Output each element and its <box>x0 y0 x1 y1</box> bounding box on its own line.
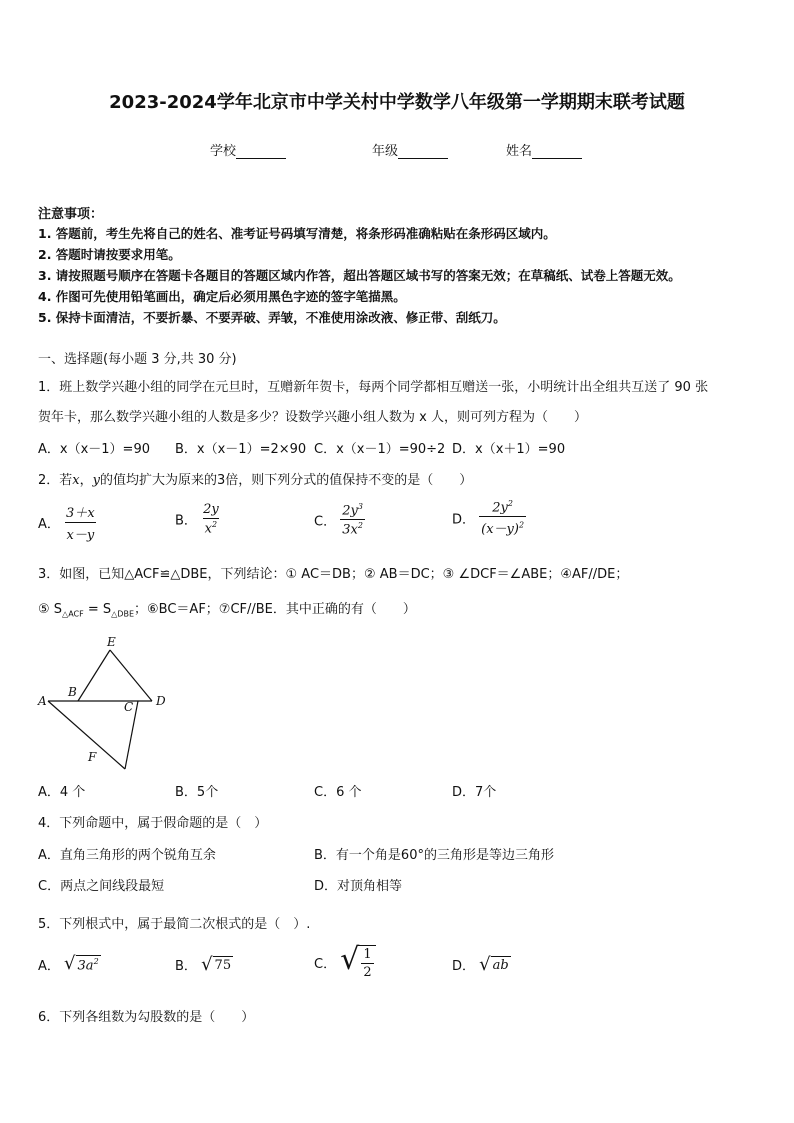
q2-var-y: y <box>92 473 100 488</box>
q1-option-b[interactable]: B．x（x－1）=2×90 <box>175 442 307 457</box>
sqrt-icon: √ <box>479 953 491 975</box>
q3-line2-c: ；⑥BC＝AF；⑦CF//BE．其中正确的有（ ） <box>134 602 416 617</box>
q3-option-b[interactable]: B．5个 <box>175 785 219 800</box>
q2-stem-post: 的值均扩大为原来的3倍，则下列分式的值保持不变的是（ ） <box>100 473 473 488</box>
q5-d-body: ab <box>492 957 509 973</box>
notice-item: 2. 答题时请按要求用笔。 <box>38 247 181 262</box>
q2-a-fraction <box>64 502 97 543</box>
q4-option-c[interactable]: C．两点之间线段最短 <box>38 879 165 894</box>
q5-option-d[interactable] <box>452 955 511 974</box>
grade-blank[interactable] <box>398 144 448 159</box>
q2-option-b[interactable] <box>175 502 221 536</box>
q5-option-c[interactable] <box>314 942 376 980</box>
name-blank[interactable] <box>532 144 582 159</box>
q5-b-body: 75 <box>214 957 232 973</box>
notice-item: 1. 答题前，考生先将自己的姓名、准考证号码填写清楚，将条形码准确粘贴在条形码区域内。 <box>38 226 556 241</box>
q2-option-c[interactable] <box>314 502 365 538</box>
q5-c-num: 1 <box>363 947 372 962</box>
q4-stem: 4．下列命题中，属于假命题的是（ ） <box>38 816 268 831</box>
grade-field <box>372 140 448 159</box>
q5-d-radical <box>479 953 511 975</box>
notice-item: 3. 请按照题号顺序在答题卡各题目的答题区域内作答，超出答题区域书写的答案无效；在草稿纸、试卷上答题无效。 <box>38 268 681 283</box>
q5-a-exp: 2 <box>93 957 99 967</box>
q2-stem-pre: 2．若 <box>38 473 73 488</box>
q5-a-body <box>76 955 101 973</box>
segment-af <box>48 701 125 769</box>
q4-option-a[interactable]: A．直角三角形的两个锐角互余 <box>38 848 216 863</box>
school-field <box>210 140 286 159</box>
name-label: 姓名 <box>506 144 533 159</box>
q1-option-d[interactable]: D．x（x＋1）=90 <box>452 442 566 457</box>
q5-option-a[interactable] <box>38 955 101 974</box>
sqrt-icon: √ <box>201 953 213 975</box>
q2-stem <box>38 469 472 488</box>
q2-b-den <box>203 518 219 536</box>
q5-c-label: C． <box>314 957 337 972</box>
q2-b-num: 2y <box>203 502 219 517</box>
label-c: C <box>124 700 134 714</box>
q2-c-den-base: 3x <box>342 522 358 538</box>
label-a: A <box>38 694 47 708</box>
sqrt-icon: √ <box>340 942 360 977</box>
segment-ed <box>110 650 152 701</box>
q5-a-radical <box>64 955 101 973</box>
q2-d-fraction <box>479 499 526 537</box>
q3-stem-line2 <box>38 598 416 619</box>
label-f: F <box>88 750 97 764</box>
q5-d-label: D． <box>452 959 476 974</box>
q2-c-num-exp: 3 <box>357 502 363 511</box>
q2-d-den-exp: 2 <box>518 521 525 530</box>
segment-be <box>78 650 110 701</box>
q1-option-a[interactable]: A．x（x－1）=90 <box>38 442 150 457</box>
school-label: 学校 <box>210 144 237 159</box>
q4-option-d[interactable]: D．对顶角相等 <box>314 879 403 894</box>
q5-c-den: 2 <box>363 965 372 980</box>
label-b: B <box>68 685 77 699</box>
q2-c-num-base: 2y <box>342 503 358 519</box>
q2-d-den-base: (x－y) <box>481 522 519 538</box>
q2-d-num-base: 2y <box>492 500 508 516</box>
q2-b-den-base: x <box>204 521 212 537</box>
q2-a-den: x－y <box>65 522 97 543</box>
notice-heading: 注意事项： <box>38 207 104 222</box>
notice-item: 4. 作图可先使用铅笔画出，确定后必须用黑色字迹的签字笔描黑。 <box>38 289 406 304</box>
q1-stem-line2: 贺年卡，那么数学兴趣小组的人数是多少？设数学兴趣小组人数为 x 人，则可列方程为（ ） <box>38 410 587 425</box>
q5-b-radical <box>201 953 233 975</box>
q2-d-den <box>479 516 526 537</box>
q1-option-c[interactable]: C．x（x－1）=90÷2 <box>314 442 446 457</box>
q3-option-c[interactable]: C．6 个 <box>314 785 362 800</box>
q3-sub-acf: △ACF <box>62 609 84 619</box>
q2-c-num <box>340 502 365 519</box>
q5-c-radical <box>340 942 375 980</box>
q2-b-label: B． <box>175 513 197 529</box>
q2-option-a[interactable] <box>38 502 97 543</box>
q2-c-fraction <box>340 502 365 538</box>
q2-sep: ， <box>79 473 93 488</box>
q2-c-den-exp: 2 <box>357 521 363 531</box>
q2-c-label: C． <box>314 514 337 530</box>
q3-line2-a: ⑤ S <box>38 602 63 617</box>
section-heading: 一、选择题(每小题 3 分,共 30 分) <box>38 352 237 367</box>
q3-figure <box>30 630 180 780</box>
page-title: 2023-2024学年北京市中学关村中学数学八年级第一学期期末联考试题 <box>109 92 685 113</box>
q2-c-den <box>340 519 365 537</box>
q3-stem-line1: 3．如图，已知△ACF≌△DBE，下列结论：① AC＝DB；② AB＝DC；③ ∠DCF＝∠ABE；④AF//DE； <box>38 567 629 582</box>
q2-a-num: 3＋x <box>66 506 95 521</box>
label-d: D <box>156 694 166 708</box>
q5-b-label: B． <box>175 959 197 974</box>
name-field <box>506 140 582 159</box>
q2-b-fraction <box>201 502 221 536</box>
notice-item: 5. 保持卡面清洁，不要折暴、不要弄破、弄皱，不准使用涂改液、修正带、刮纸刀。 <box>38 310 506 325</box>
q5-a-label: A． <box>38 959 60 974</box>
q3-option-d[interactable]: D．7个 <box>452 785 497 800</box>
school-blank[interactable] <box>236 144 286 159</box>
q2-var-x: x <box>72 473 80 488</box>
q1-stem-line1: 1．班上数学兴趣小组的同学在元旦时，互赠新年贺卡，每两个同学都相互赠送一张，小明统计出全组共互送了 90 张 <box>38 380 709 395</box>
q2-a-label: A． <box>38 517 60 532</box>
q6-stem: 6．下列各组数为勾股数的是（ ） <box>38 1010 255 1025</box>
q5-c-fraction <box>361 947 373 980</box>
q5-stem: 5．下列根式中，属于最简二次根式的是（ ）. <box>38 917 311 932</box>
q5-a-base: 3a <box>77 958 94 974</box>
q3-sub-dbe: △DBE <box>111 609 134 619</box>
q3-line2-b: = S <box>83 602 112 617</box>
label-e: E <box>107 635 116 649</box>
q5-c-body <box>359 945 375 980</box>
q2-b-den-exp: 2 <box>212 520 218 529</box>
q2-option-d[interactable] <box>452 499 526 537</box>
q4-option-b[interactable]: B．有一个角是60°的三角形是等边三角形 <box>314 848 554 863</box>
q2-d-num <box>490 499 515 516</box>
q2-d-label: D． <box>452 512 476 528</box>
q5-option-b[interactable] <box>175 955 233 974</box>
grade-label: 年级 <box>372 144 399 159</box>
q2-d-num-exp: 2 <box>507 499 513 508</box>
sqrt-icon: √ <box>64 953 76 975</box>
q3-option-a[interactable]: A．4 个 <box>38 785 86 800</box>
